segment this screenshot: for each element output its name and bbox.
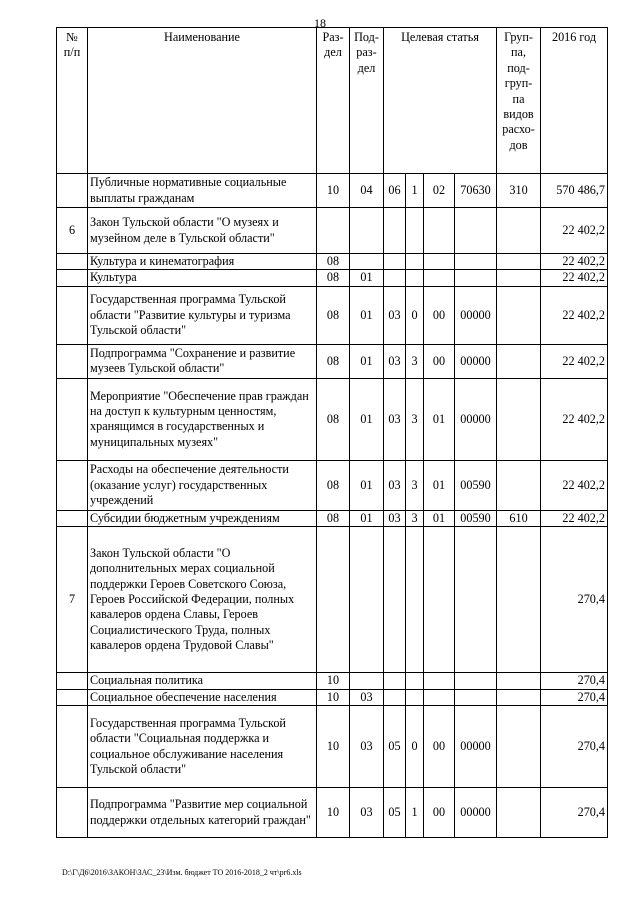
row-target-program: 03 bbox=[384, 286, 406, 344]
row-target-direction bbox=[455, 689, 497, 705]
table-row bbox=[57, 208, 608, 254]
row-expense-group bbox=[497, 254, 541, 270]
row-amount-2016: 22 402,2 bbox=[541, 378, 608, 460]
row-num bbox=[57, 270, 88, 286]
row-podrazdel: 01 bbox=[350, 286, 384, 344]
row-target-subprogram: 0 bbox=[406, 286, 424, 344]
table-row bbox=[57, 788, 608, 838]
row-expense-group: 610 bbox=[497, 510, 541, 526]
row-name: Социальное обеспечение населения bbox=[88, 689, 317, 705]
row-amount-2016: 22 402,2 bbox=[541, 286, 608, 344]
row-name: Мероприятие "Обеспечение прав граждан на доступ к культурным ценностям, хранящимся в государственных и муниципальных музеях" bbox=[88, 378, 317, 460]
row-target-measure bbox=[424, 208, 455, 254]
row-podrazdel bbox=[350, 673, 384, 689]
row-target-direction: 00590 bbox=[455, 510, 497, 526]
row-target-direction: 70630 bbox=[455, 174, 497, 208]
row-amount-2016: 570 486,7 bbox=[541, 174, 608, 208]
row-name: Культура bbox=[88, 270, 317, 286]
row-target-direction: 00000 bbox=[455, 706, 497, 788]
row-amount-2016: 22 402,2 bbox=[541, 460, 608, 510]
row-target-direction: 00000 bbox=[455, 344, 497, 378]
row-num bbox=[57, 174, 88, 208]
row-num: 6 bbox=[57, 208, 88, 254]
row-num bbox=[57, 286, 88, 344]
row-razdel: 08 bbox=[317, 378, 350, 460]
table-row bbox=[57, 254, 608, 270]
row-target-subprogram: 1 bbox=[406, 788, 424, 838]
row-target-program bbox=[384, 208, 406, 254]
row-target-subprogram: 3 bbox=[406, 378, 424, 460]
row-razdel bbox=[317, 527, 350, 673]
row-amount-2016: 22 402,2 bbox=[541, 254, 608, 270]
row-target-measure: 02 bbox=[424, 174, 455, 208]
row-target-program bbox=[384, 527, 406, 673]
row-amount-2016: 22 402,2 bbox=[541, 510, 608, 526]
row-podrazdel: 01 bbox=[350, 378, 384, 460]
row-target-subprogram: 0 bbox=[406, 706, 424, 788]
row-podrazdel: 01 bbox=[350, 344, 384, 378]
row-name: Закон Тульской области "О дополнительных мерах социальной поддержки Героев Советского Союза, Героев Российской Федерации, полных кавалеров ордена Славы, Героев Социалистического Труда, полных кавалеров ордена Трудовой Славы" bbox=[88, 527, 317, 673]
row-target-measure: 00 bbox=[424, 286, 455, 344]
row-target-measure bbox=[424, 689, 455, 705]
row-amount-2016: 270,4 bbox=[541, 788, 608, 838]
row-target-subprogram: 1 bbox=[406, 174, 424, 208]
row-num bbox=[57, 344, 88, 378]
row-target-subprogram: 3 bbox=[406, 460, 424, 510]
row-target-direction bbox=[455, 270, 497, 286]
row-podrazdel: 01 bbox=[350, 510, 384, 526]
row-expense-group bbox=[497, 706, 541, 788]
file-path-footer: D:\Г\Д6\2016\ЗАКОН\ЗАС_23\Изм. бюджет ТО 2016-2018_2 чт\рr6.xls bbox=[62, 868, 302, 877]
row-target-measure: 00 bbox=[424, 344, 455, 378]
row-num bbox=[57, 788, 88, 838]
row-podrazdel: 03 bbox=[350, 788, 384, 838]
table-row bbox=[57, 344, 608, 378]
row-target-direction bbox=[455, 527, 497, 673]
row-target-measure bbox=[424, 270, 455, 286]
row-podrazdel bbox=[350, 527, 384, 673]
row-podrazdel bbox=[350, 208, 384, 254]
row-podrazdel: 03 bbox=[350, 689, 384, 705]
row-target-direction bbox=[455, 208, 497, 254]
row-target-program: 03 bbox=[384, 460, 406, 510]
row-amount-2016: 270,4 bbox=[541, 706, 608, 788]
row-razdel: 10 bbox=[317, 673, 350, 689]
row-target-program: 03 bbox=[384, 344, 406, 378]
row-target-measure: 00 bbox=[424, 788, 455, 838]
row-razdel: 10 bbox=[317, 174, 350, 208]
row-target-subprogram bbox=[406, 689, 424, 705]
row-name: Публичные нормативные социальные выплаты гражданам bbox=[88, 174, 317, 208]
table-row bbox=[57, 286, 608, 344]
header-podrazdel: Под- раз- дел bbox=[350, 28, 384, 174]
row-expense-group: 310 bbox=[497, 174, 541, 208]
row-target-direction: 00000 bbox=[455, 788, 497, 838]
header-year: 2016 год bbox=[541, 28, 608, 174]
table-header-row bbox=[57, 28, 608, 174]
row-expense-group bbox=[497, 286, 541, 344]
row-podrazdel: 04 bbox=[350, 174, 384, 208]
row-razdel: 08 bbox=[317, 460, 350, 510]
row-amount-2016: 270,4 bbox=[541, 689, 608, 705]
row-num bbox=[57, 689, 88, 705]
row-target-program: 05 bbox=[384, 788, 406, 838]
row-target-subprogram: 3 bbox=[406, 344, 424, 378]
header-group: Груп- па, под- груп- па видов расхо- дов bbox=[497, 28, 541, 174]
row-target-direction: 00590 bbox=[455, 460, 497, 510]
row-target-program bbox=[384, 270, 406, 286]
row-name: Подпрограмма "Сохранение и развитие музеев Тульской области" bbox=[88, 344, 317, 378]
row-num bbox=[57, 510, 88, 526]
row-razdel bbox=[317, 208, 350, 254]
row-expense-group bbox=[497, 208, 541, 254]
row-target-measure bbox=[424, 527, 455, 673]
page-number: 18 bbox=[314, 16, 326, 30]
row-name: Культура и кинематография bbox=[88, 254, 317, 270]
row-target-program: 03 bbox=[384, 378, 406, 460]
row-expense-group bbox=[497, 460, 541, 510]
row-podrazdel: 01 bbox=[350, 270, 384, 286]
row-target-program: 06 bbox=[384, 174, 406, 208]
row-name: Государственная программа Тульской области "Развитие культуры и туризма Тульской области" bbox=[88, 286, 317, 344]
row-razdel: 08 bbox=[317, 254, 350, 270]
row-razdel: 10 bbox=[317, 689, 350, 705]
row-expense-group bbox=[497, 527, 541, 673]
row-target-measure bbox=[424, 673, 455, 689]
row-num bbox=[57, 378, 88, 460]
row-target-measure bbox=[424, 254, 455, 270]
row-razdel: 08 bbox=[317, 510, 350, 526]
row-target-program bbox=[384, 689, 406, 705]
row-target-subprogram bbox=[406, 270, 424, 286]
budget-table bbox=[56, 27, 608, 838]
row-target-subprogram bbox=[406, 254, 424, 270]
row-target-program bbox=[384, 254, 406, 270]
row-num bbox=[57, 460, 88, 510]
row-expense-group bbox=[497, 673, 541, 689]
row-num: 7 bbox=[57, 527, 88, 673]
row-expense-group bbox=[497, 344, 541, 378]
row-podrazdel: 01 bbox=[350, 460, 384, 510]
header-name: Наименование bbox=[88, 28, 317, 174]
table-row bbox=[57, 706, 608, 788]
row-target-program bbox=[384, 673, 406, 689]
row-target-program: 03 bbox=[384, 510, 406, 526]
table-row bbox=[57, 174, 608, 208]
row-target-subprogram bbox=[406, 673, 424, 689]
row-amount-2016: 270,4 bbox=[541, 673, 608, 689]
row-target-direction: 00000 bbox=[455, 286, 497, 344]
row-name: Государственная программа Тульской области "Социальная поддержка и социальное обслуживание населения Тульской области" bbox=[88, 706, 317, 788]
row-podrazdel bbox=[350, 254, 384, 270]
row-razdel: 10 bbox=[317, 706, 350, 788]
row-num bbox=[57, 706, 88, 788]
row-expense-group bbox=[497, 270, 541, 286]
row-razdel: 08 bbox=[317, 344, 350, 378]
row-num bbox=[57, 254, 88, 270]
table-row bbox=[57, 673, 608, 689]
row-podrazdel: 03 bbox=[350, 706, 384, 788]
header-num: № п/п bbox=[57, 28, 88, 174]
row-amount-2016: 22 402,2 bbox=[541, 270, 608, 286]
row-name: Закон Тульской области "О музеях и музейном деле в Тульской области" bbox=[88, 208, 317, 254]
row-amount-2016: 22 402,2 bbox=[541, 208, 608, 254]
table-row bbox=[57, 270, 608, 286]
table-row bbox=[57, 527, 608, 673]
row-num bbox=[57, 673, 88, 689]
row-target-direction bbox=[455, 254, 497, 270]
table-row bbox=[57, 378, 608, 460]
row-name: Субсидии бюджетным учреждениям bbox=[88, 510, 317, 526]
row-expense-group bbox=[497, 689, 541, 705]
row-target-measure: 01 bbox=[424, 378, 455, 460]
row-expense-group bbox=[497, 378, 541, 460]
row-target-measure: 01 bbox=[424, 510, 455, 526]
row-name: Социальная политика bbox=[88, 673, 317, 689]
row-name: Расходы на обеспечение деятельности (оказание услуг) государственных учреждений bbox=[88, 460, 317, 510]
row-amount-2016: 22 402,2 bbox=[541, 344, 608, 378]
row-razdel: 08 bbox=[317, 286, 350, 344]
table-row bbox=[57, 460, 608, 510]
row-razdel: 08 bbox=[317, 270, 350, 286]
row-target-measure: 00 bbox=[424, 706, 455, 788]
row-expense-group bbox=[497, 788, 541, 838]
row-target-direction bbox=[455, 673, 497, 689]
row-amount-2016: 270,4 bbox=[541, 527, 608, 673]
header-target: Целевая статья bbox=[384, 28, 497, 174]
table-row bbox=[57, 510, 608, 526]
header-razdel: Раз- дел bbox=[317, 28, 350, 174]
row-name: Подпрограмма "Развитие мер социальной поддержки отдельных категорий граждан" bbox=[88, 788, 317, 838]
row-target-subprogram bbox=[406, 208, 424, 254]
row-target-subprogram bbox=[406, 527, 424, 673]
row-target-program: 05 bbox=[384, 706, 406, 788]
row-target-direction: 00000 bbox=[455, 378, 497, 460]
table-row bbox=[57, 689, 608, 705]
row-target-subprogram: 3 bbox=[406, 510, 424, 526]
row-razdel: 10 bbox=[317, 788, 350, 838]
row-target-measure: 01 bbox=[424, 460, 455, 510]
table-body bbox=[57, 174, 608, 838]
